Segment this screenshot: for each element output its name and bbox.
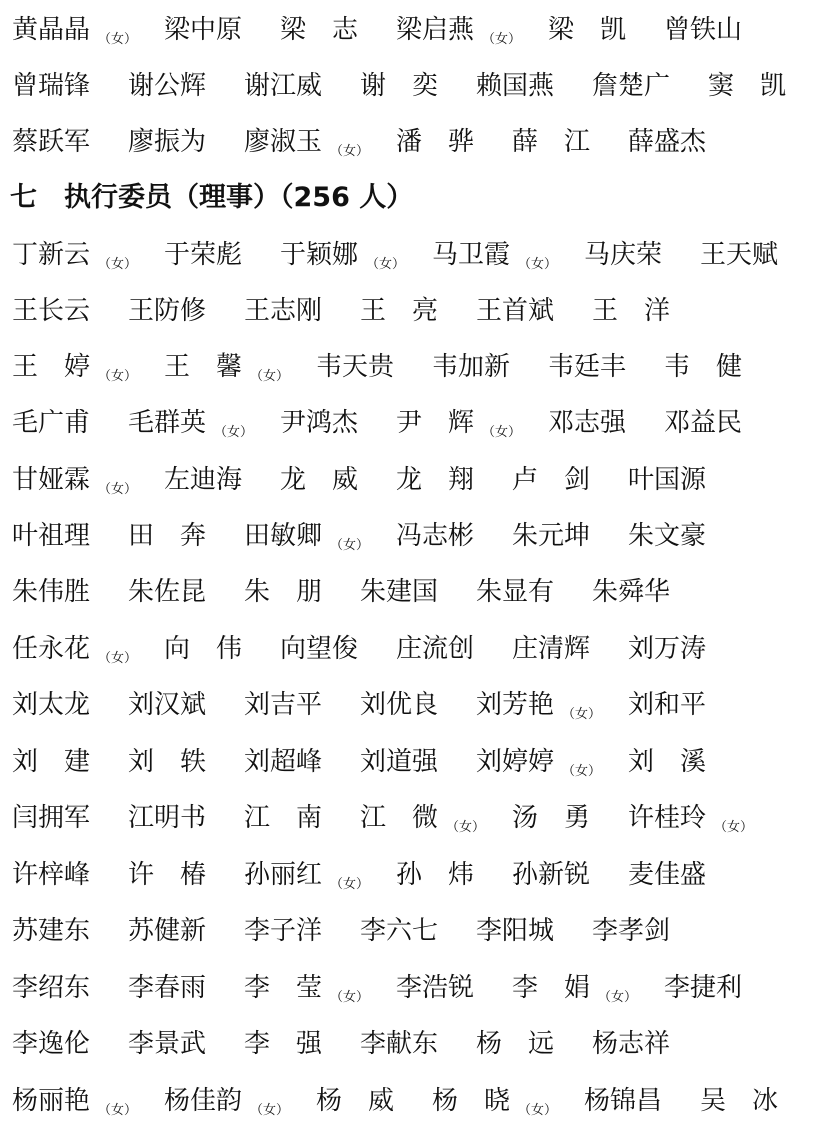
- name-line: [0, 283, 823, 339]
- member-name: 许 椿: [128, 860, 207, 890]
- member-name: 朱佐昆: [128, 577, 207, 607]
- member-name: 韦廷丰: [548, 352, 627, 382]
- member-name: 王首斌: [476, 296, 555, 326]
- member-name: 李景武: [128, 1029, 207, 1059]
- member-name: 毛广甫: [12, 408, 91, 438]
- member-name: 窦 凯: [708, 71, 787, 101]
- member-name: 王 馨: [164, 352, 243, 382]
- member-name: 任永花: [12, 634, 91, 664]
- gender-note: （女）: [330, 144, 370, 159]
- member-name: 庄清辉: [512, 634, 591, 664]
- member-name: 潘 骅: [396, 127, 475, 157]
- member-name: 尹鸿杰: [280, 408, 359, 438]
- member-name: 田敏卿: [244, 521, 323, 551]
- name-line: [0, 677, 823, 733]
- member-name: 田 奔: [128, 521, 207, 551]
- name-line: [0, 621, 823, 677]
- gender-note: （女）: [98, 651, 138, 666]
- gender-note: （女）: [446, 820, 486, 835]
- member-name: 李绍东: [12, 973, 91, 1003]
- name-line: [0, 339, 823, 395]
- member-name: 朱伟胜: [12, 577, 91, 607]
- name-line: [0, 2, 823, 58]
- gender-note: （女）: [562, 764, 602, 779]
- member-name: 梁 志: [280, 15, 359, 45]
- gender-note: （女）: [518, 1103, 558, 1118]
- section-heading-line: [0, 170, 823, 226]
- member-name: 梁 凯: [548, 15, 627, 45]
- member-name: 刘 溪: [628, 747, 707, 777]
- member-name: 麦佳盛: [628, 860, 707, 890]
- member-name: 朱建国: [360, 577, 439, 607]
- gender-note: （女）: [250, 369, 290, 384]
- gender-note: （女）: [98, 32, 138, 47]
- member-name: 韦天贵: [316, 352, 395, 382]
- member-name: 卢 剑: [512, 465, 591, 495]
- member-name: 李逸伦: [12, 1029, 91, 1059]
- gender-note: （女）: [366, 257, 406, 272]
- member-name: 刘 建: [12, 747, 91, 777]
- member-name: 谢江威: [244, 71, 323, 101]
- gender-note: （女）: [98, 1103, 138, 1118]
- gender-note: （女）: [482, 32, 522, 47]
- member-name: 李献东: [360, 1029, 439, 1059]
- member-name: 吴 冰: [700, 1086, 779, 1116]
- member-name: 韦 健: [664, 352, 743, 382]
- member-name: 谢公辉: [128, 71, 207, 101]
- member-name: 杨志祥: [592, 1029, 671, 1059]
- member-name: 李 莹: [244, 973, 323, 1003]
- member-name: 杨 晓: [432, 1086, 511, 1116]
- member-name: 李春雨: [128, 973, 207, 1003]
- member-name: 刘超峰: [244, 747, 323, 777]
- gender-note: （女）: [330, 877, 370, 892]
- member-name: 朱舜华: [592, 577, 671, 607]
- member-name: 李 娟: [512, 973, 591, 1003]
- gender-note: （女）: [562, 707, 602, 722]
- member-name: 黄晶晶: [12, 15, 91, 45]
- member-name: 王 洋: [592, 296, 671, 326]
- member-name: 左迪海: [164, 465, 243, 495]
- name-line: [0, 1016, 823, 1072]
- member-name: 刘汉斌: [128, 690, 207, 720]
- member-name: 刘婷婷: [476, 747, 555, 777]
- member-name: 孙 炜: [396, 860, 475, 890]
- member-name: 孙丽红: [244, 860, 323, 890]
- name-line: [0, 847, 823, 903]
- member-name: 许桂玲: [628, 803, 707, 833]
- member-name: 李浩锐: [396, 973, 475, 1003]
- member-name: 杨 威: [316, 1086, 395, 1116]
- member-name: 尹 辉: [396, 408, 475, 438]
- gender-note: （女）: [330, 538, 370, 553]
- member-name: 王天赋: [700, 240, 779, 270]
- member-name: 江 微: [360, 803, 439, 833]
- name-line: [0, 903, 823, 959]
- name-line: [0, 58, 823, 114]
- gender-note: （女）: [98, 482, 138, 497]
- member-name: 曾铁山: [664, 15, 743, 45]
- member-name: 李捷利: [664, 973, 743, 1003]
- member-name: 杨佳韵: [164, 1086, 243, 1116]
- name-line: [0, 114, 823, 170]
- member-name: 韦加新: [432, 352, 511, 382]
- member-name: 龙 翔: [396, 465, 475, 495]
- member-name: 于荣彪: [164, 240, 243, 270]
- member-name: 龙 威: [280, 465, 359, 495]
- member-name: 朱显有: [476, 577, 555, 607]
- member-name: 刘和平: [628, 690, 707, 720]
- member-name: 杨 远: [476, 1029, 555, 1059]
- gender-note: （女）: [214, 425, 254, 440]
- name-line: [0, 452, 823, 508]
- member-name: 朱文豪: [628, 521, 707, 551]
- member-name: 杨丽艳: [12, 1086, 91, 1116]
- member-name: 薛 江: [512, 127, 591, 157]
- name-line: [0, 227, 823, 283]
- member-name: 刘道强: [360, 747, 439, 777]
- member-name: 叶祖理: [12, 521, 91, 551]
- gender-note: （女）: [482, 425, 522, 440]
- member-name: 薛盛杰: [628, 127, 707, 157]
- member-name: 苏建东: [12, 916, 91, 946]
- section-heading: 七 执行委员（理事）（256 人）: [10, 182, 414, 213]
- gender-note: （女）: [98, 257, 138, 272]
- member-name: 于颖娜: [280, 240, 359, 270]
- member-name: 闫拥军: [12, 803, 91, 833]
- name-line: [0, 564, 823, 620]
- member-name: 刘 轶: [128, 747, 207, 777]
- member-name: 马卫霞: [432, 240, 511, 270]
- member-name: 孙新锐: [512, 860, 591, 890]
- name-line: [0, 395, 823, 451]
- name-line: [0, 1073, 823, 1129]
- member-name: 丁新云: [12, 240, 91, 270]
- member-name: 杨锦昌: [584, 1086, 663, 1116]
- name-line: [0, 734, 823, 790]
- member-name: 赖国燕: [476, 71, 555, 101]
- member-name: 向望俊: [280, 634, 359, 664]
- name-line: [0, 960, 823, 1016]
- gender-note: （女）: [330, 990, 370, 1005]
- member-name: 谢 奕: [360, 71, 439, 101]
- member-name: 王 婷: [12, 352, 91, 382]
- member-name: 刘万涛: [628, 634, 707, 664]
- gender-note: （女）: [714, 820, 754, 835]
- member-name: 邓志强: [548, 408, 627, 438]
- member-name: 李阳城: [476, 916, 555, 946]
- member-name: 王防修: [128, 296, 207, 326]
- member-name: 马庆荣: [584, 240, 663, 270]
- member-name: 王 亮: [360, 296, 439, 326]
- gender-note: （女）: [98, 369, 138, 384]
- member-name: 庄流创: [396, 634, 475, 664]
- member-name: 刘太龙: [12, 690, 91, 720]
- member-name: 毛群英: [128, 408, 207, 438]
- gender-note: （女）: [518, 257, 558, 272]
- member-name: 李子洋: [244, 916, 323, 946]
- member-name: 廖淑玉: [244, 127, 323, 157]
- member-name: 甘娅霖: [12, 465, 91, 495]
- member-name: 李六七: [360, 916, 439, 946]
- name-line: [0, 790, 823, 846]
- member-name: 廖振为: [128, 127, 207, 157]
- name-line: [0, 508, 823, 564]
- member-name: 邓益民: [664, 408, 743, 438]
- member-name: 詹楚广: [592, 71, 671, 101]
- member-name: 梁启燕: [396, 15, 475, 45]
- member-name: 李孝剑: [592, 916, 671, 946]
- member-name: 朱 朋: [244, 577, 323, 607]
- member-name: 向 伟: [164, 634, 243, 664]
- member-name: 汤 勇: [512, 803, 591, 833]
- member-name: 刘吉平: [244, 690, 323, 720]
- member-name: 朱元坤: [512, 521, 591, 551]
- member-name: 刘优良: [360, 690, 439, 720]
- member-name: 蔡跃军: [12, 127, 91, 157]
- member-name: 江 南: [244, 803, 323, 833]
- member-name: 曾瑞锋: [12, 71, 91, 101]
- member-name: 江明书: [128, 803, 207, 833]
- member-name: 王长云: [12, 296, 91, 326]
- member-name: 刘芳艳: [476, 690, 555, 720]
- member-name: 许梓峰: [12, 860, 91, 890]
- member-name: 梁中原: [164, 15, 243, 45]
- member-name: 李 强: [244, 1029, 323, 1059]
- gender-note: （女）: [598, 990, 638, 1005]
- member-name: 叶国源: [628, 465, 707, 495]
- member-name: 冯志彬: [396, 521, 475, 551]
- gender-note: （女）: [250, 1103, 290, 1118]
- member-name: 王志刚: [244, 296, 323, 326]
- member-name: 苏健新: [128, 916, 207, 946]
